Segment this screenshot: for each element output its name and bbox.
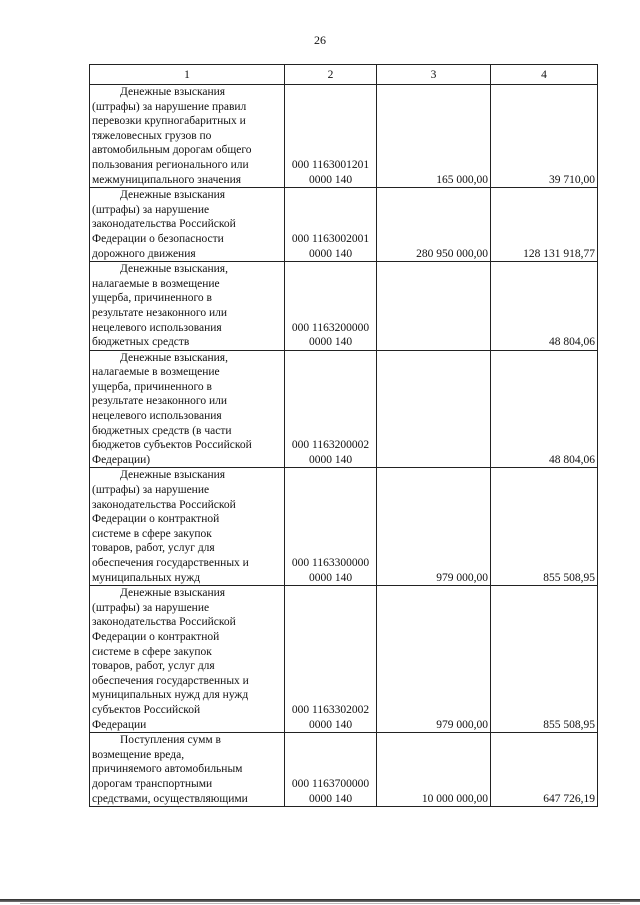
description-line: обеспечения государственных и — [92, 674, 249, 687]
description-line: перевозки крупногабаритных и — [92, 115, 246, 128]
description-line: Денежные взыскания — [120, 469, 226, 482]
description-line: субъектов Российской — [92, 703, 201, 716]
planned-amount: 280 950 000,00 — [377, 188, 491, 262]
description-line: бюджетов субъектов Российской — [92, 439, 252, 452]
description-line: (штрафы) за нарушение — [92, 601, 210, 614]
row-description — [90, 586, 285, 733]
description-line: муниципальных нужд — [92, 571, 201, 584]
actual-amount: 855 508,95 — [491, 586, 598, 733]
budget-code-line: 0000 140 — [308, 247, 353, 260]
planned-amount: 979 000,00 — [377, 586, 491, 733]
description-line: законодательства Российской — [92, 616, 236, 629]
budget-code-line: 000 1163700000 — [291, 777, 370, 790]
budget-code-line: 000 1163002001 — [291, 232, 370, 245]
description-line: ущерба, причиненного в — [92, 292, 212, 305]
row-description — [90, 85, 285, 188]
budget-code — [285, 350, 377, 468]
actual-amount: 48 804,06 — [491, 350, 598, 468]
budget-code-line: 0000 140 — [308, 173, 353, 186]
actual-amount: 39 710,00 — [491, 85, 598, 188]
budget-code — [285, 188, 377, 262]
description-line: бюджетных средств (в части — [92, 424, 232, 437]
description-line: дорожного движения — [92, 247, 196, 260]
column-header-1: 1 — [90, 65, 285, 85]
planned-amount: 979 000,00 — [377, 468, 491, 586]
row-description — [90, 350, 285, 468]
actual-amount: 48 804,06 — [491, 262, 598, 351]
budget-code-line: 000 1163300000 — [291, 557, 370, 569]
revenue-table — [89, 64, 598, 807]
description-line: результате незаконного или — [92, 395, 228, 408]
description-line: системе в сфере закупок — [92, 645, 212, 658]
table-row — [90, 733, 598, 807]
description-line: причиняемого автомобильным — [92, 763, 243, 776]
table-row — [90, 262, 598, 351]
description-line: Федерации о контрактной — [92, 630, 220, 643]
description-line: возмещение вреда, — [92, 748, 185, 761]
budget-code-line: 0000 140 — [308, 718, 353, 731]
description-line: (штрафы) за нарушение — [92, 203, 210, 216]
budget-code-line: 0000 140 — [308, 792, 353, 805]
table-row — [90, 586, 598, 733]
actual-amount: 647 726,19 — [491, 733, 598, 807]
table-row — [90, 350, 598, 468]
description-line: результате незаконного или — [92, 306, 228, 319]
planned-amount — [377, 350, 491, 468]
description-line: законодательства Российской — [92, 498, 236, 511]
budget-code — [285, 85, 377, 188]
table-row — [90, 468, 598, 586]
description-line: налагаемые в возмещение — [92, 366, 220, 379]
description-line: ущерба, причиненного в — [92, 380, 212, 393]
description-line: Денежные взыскания — [120, 189, 226, 202]
description-line: обеспечения государственных и — [92, 557, 249, 569]
description-line: межмуниципального значения — [92, 173, 242, 186]
planned-amount: 165 000,00 — [377, 85, 491, 188]
description-line: дорогам транспортными — [92, 777, 213, 790]
description-line: автомобильным дорогам общего — [92, 144, 252, 157]
description-line: товаров, работ, услуг для — [92, 542, 215, 555]
description-line: Денежные взыскания, — [120, 263, 228, 276]
row-description — [90, 188, 285, 262]
description-line: муниципальных нужд для нужд — [92, 689, 249, 702]
description-line: нецелевого использования — [92, 321, 222, 334]
description-line: законодательства Российской — [92, 218, 236, 231]
description-line: Денежные взыскания — [120, 86, 226, 98]
description-line: Федерации о безопасности — [92, 232, 224, 245]
row-description — [90, 733, 285, 807]
row-description — [90, 262, 285, 351]
description-line: системе в сфере закупок — [92, 527, 212, 540]
column-header-4: 4 — [491, 65, 598, 85]
column-header-3: 3 — [377, 65, 491, 85]
budget-code — [285, 586, 377, 733]
table-row — [90, 85, 598, 188]
description-line: бюджетных средств — [92, 336, 190, 349]
budget-code-line: 000 1163200000 — [291, 321, 370, 334]
table-header-row — [90, 65, 598, 85]
budget-code-line: 000 1163001201 — [291, 158, 370, 171]
planned-amount — [377, 262, 491, 351]
description-line: налагаемые в возмещение — [92, 277, 220, 290]
actual-amount: 855 508,95 — [491, 468, 598, 586]
description-line: Денежные взыскания, — [120, 351, 228, 364]
description-line: Федерации) — [92, 453, 151, 466]
page-number: 26 — [314, 33, 326, 47]
budget-code — [285, 468, 377, 586]
description-line: пользования регионального или — [92, 158, 249, 171]
description-line: (штрафы) за нарушение правил — [92, 100, 247, 113]
description-line: товаров, работ, услуг для — [92, 660, 215, 673]
description-line: (штрафы) за нарушение — [92, 484, 210, 497]
budget-code — [285, 262, 377, 351]
description-line: Денежные взыскания — [120, 587, 226, 600]
column-header-2: 2 — [285, 65, 377, 85]
budget-code-line: 0000 140 — [308, 336, 353, 349]
table-row — [90, 188, 598, 262]
description-line: тяжеловесных грузов по — [92, 129, 212, 142]
description-line: нецелевого использования — [92, 410, 222, 423]
page-bottom-line — [20, 903, 620, 904]
actual-amount: 128 131 918,77 — [491, 188, 598, 262]
description-line: средствами, осуществляющими — [92, 792, 248, 805]
page-bottom-edge — [0, 899, 640, 902]
budget-code-line: 000 1163302002 — [291, 703, 370, 716]
row-description — [90, 468, 285, 586]
budget-code — [285, 733, 377, 807]
description-line: Федерации — [92, 718, 147, 731]
planned-amount: 10 000 000,00 — [377, 733, 491, 807]
budget-code-line: 0000 140 — [308, 453, 353, 466]
budget-code-line: 0000 140 — [308, 571, 353, 584]
description-line: Федерации о контрактной — [92, 513, 220, 526]
budget-code-line: 000 1163200002 — [291, 439, 370, 452]
description-line: Поступления сумм в — [120, 734, 221, 747]
